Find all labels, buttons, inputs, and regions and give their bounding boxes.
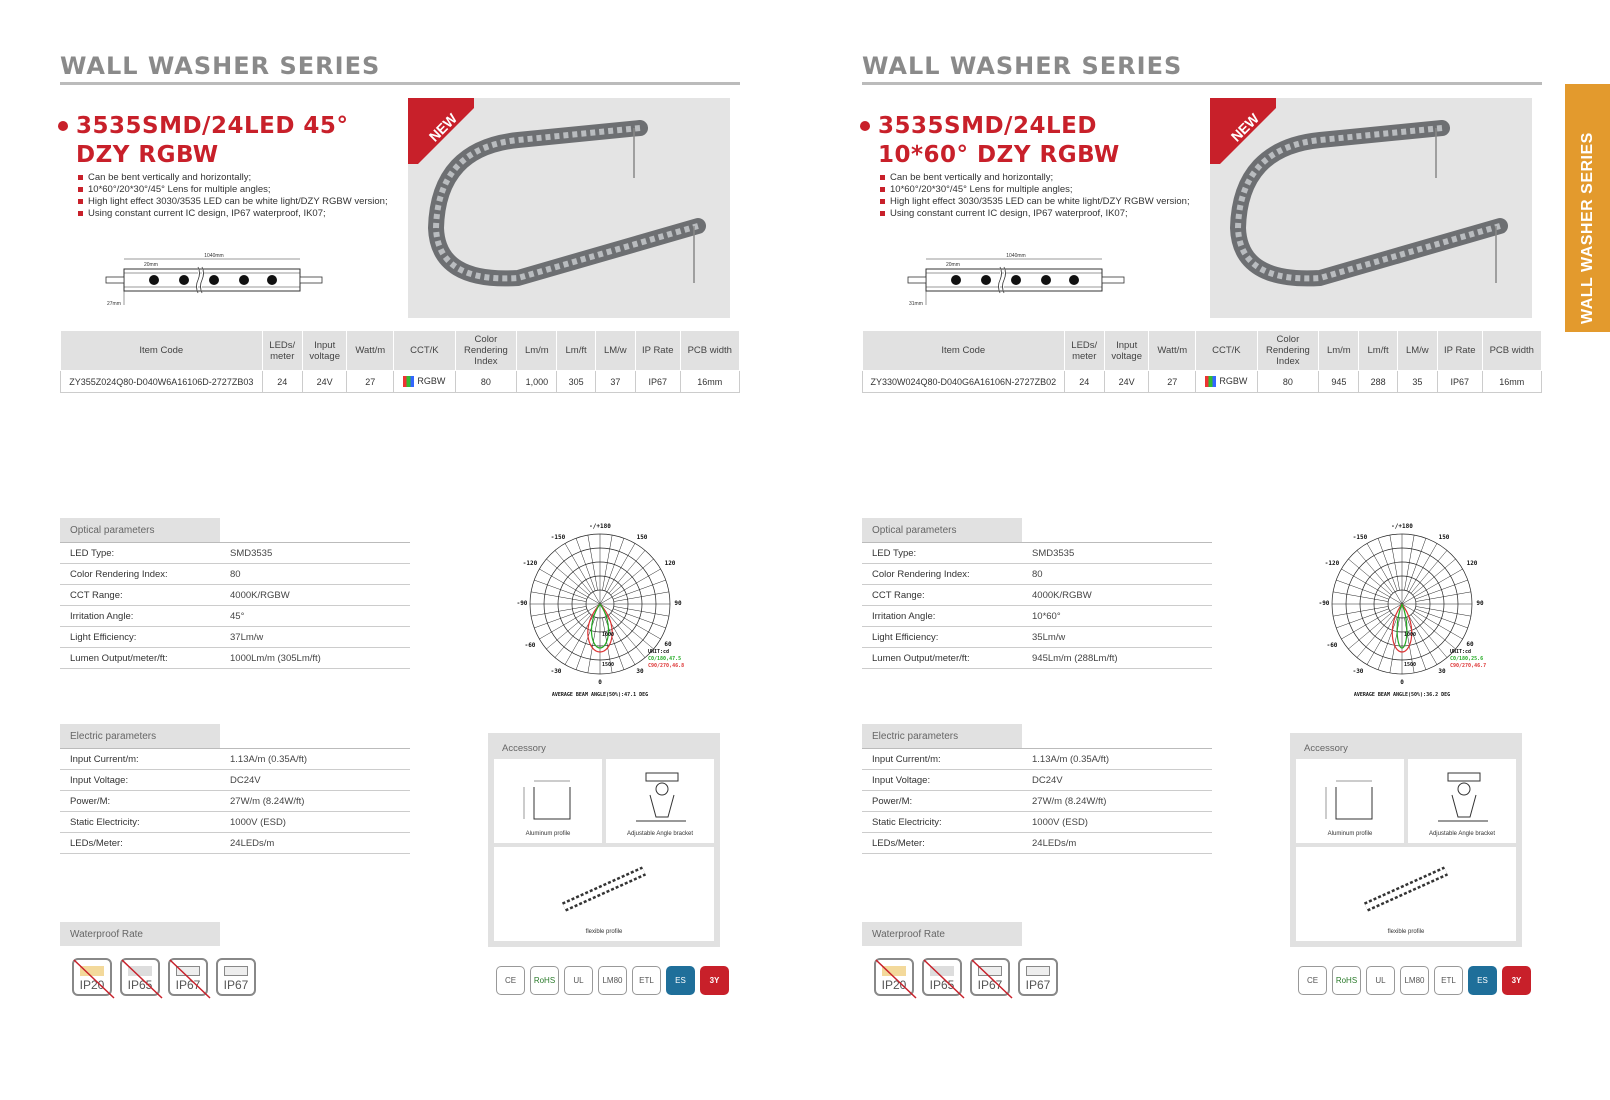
table-cell: IP67 (1437, 371, 1482, 393)
new-badge (1210, 98, 1276, 164)
col-header: CCT/K (1196, 331, 1258, 371)
bullet-dot-icon (58, 121, 68, 131)
param-row (60, 770, 410, 791)
col-header: Lm/m (1319, 331, 1359, 371)
param-key: Input Voltage: (70, 775, 129, 786)
product-title-line1: 3535SMD/24LED (878, 113, 1097, 139)
ip-rating-icons (72, 958, 256, 996)
dim-height-label: 27mm (107, 301, 121, 307)
bullet-dot-icon (860, 121, 870, 131)
feature-list (78, 172, 388, 220)
polar-spoke (1390, 535, 1400, 590)
table-cell: 80 (455, 371, 517, 393)
param-row (60, 564, 410, 585)
aluminum-profile-icon (494, 759, 602, 829)
electric-parameters (862, 724, 1212, 854)
dim-end-label: 20mm (946, 262, 960, 268)
polar-series-c90: C90/270,46.7 (1450, 663, 1487, 669)
col-header: Lm/ft (1359, 331, 1397, 371)
ul-icon: UL (1366, 966, 1395, 995)
param-row (862, 627, 1212, 648)
polar-label: 0 (1400, 679, 1404, 686)
feature-item: High light effect 3030/3535 LED can be white light/DZY RGBW version; (880, 196, 1190, 208)
title-divider (60, 82, 740, 85)
col-header: Lm/ft (557, 331, 595, 371)
certification-icons (496, 966, 729, 995)
polar-distribution-diagram (1302, 520, 1502, 700)
polar-label: 90 (1476, 600, 1484, 607)
param-value: 10*60° (1032, 611, 1061, 622)
waterproof-rate (862, 922, 1212, 946)
table-cell: 305 (557, 371, 595, 393)
polar-spoke (1404, 535, 1414, 590)
table-row (863, 371, 1542, 393)
series-title: WALL WASHER SERIES (60, 52, 381, 80)
param-row (60, 585, 410, 606)
electric-header: Electric parameters (60, 724, 220, 748)
aluminum-profile-label: Aluminum profile (1327, 831, 1373, 837)
product-title-line2: DZY RGBW (76, 142, 219, 168)
ip-label: IP20 (79, 978, 105, 992)
param-key: CCT Range: (872, 590, 925, 601)
param-row (862, 606, 1212, 627)
crossed-out-icon (120, 958, 164, 1000)
col-header: Input voltage (1104, 331, 1149, 371)
table-cell: 288 (1359, 371, 1397, 393)
electric-header: Electric parameters (862, 724, 1022, 748)
param-value: 1000Lm/m (305Lm/ft) (230, 653, 321, 664)
polar-label: 150 (636, 534, 648, 541)
col-header: LM/w (1397, 331, 1437, 371)
param-row (60, 833, 410, 854)
param-row (862, 585, 1212, 606)
polar-label: 150 (1438, 534, 1450, 541)
rohs-icon: RoHS (1332, 966, 1361, 995)
feature-item: High light effect 3030/3535 LED can be white light/DZY RGBW version; (78, 196, 388, 208)
col-header: LM/w (595, 331, 635, 371)
param-row (60, 791, 410, 812)
ip-label: IP67 (977, 978, 1003, 992)
product-title-line2: 10*60° DZY RGBW (878, 142, 1120, 168)
feature-item: Can be bent vertically and horizontally; (78, 172, 388, 184)
warranty-icon: 3Y (1502, 966, 1531, 995)
bracket-label: Adjustable Angle bracket (1428, 831, 1496, 837)
ip-rating-icons (874, 958, 1058, 996)
rgb-swatch-icon (1205, 376, 1216, 387)
polar-label: 30 (1438, 668, 1446, 675)
new-badge (408, 98, 474, 164)
polar-spoke (602, 535, 612, 590)
dim-length-label: 1040mm (1006, 253, 1026, 259)
param-row (862, 749, 1212, 770)
etl-icon: ETL (1434, 966, 1463, 995)
side-tab-label: WALL WASHER SERIES (1579, 132, 1596, 324)
table-cell: 24V (302, 371, 347, 393)
polar-spoke (534, 580, 587, 599)
accessory-title: Accessory (1304, 743, 1348, 754)
param-row (862, 648, 1212, 669)
param-row (862, 564, 1212, 585)
param-key: Light Efficiency: (70, 632, 137, 643)
dim-height-label: 31mm (909, 301, 923, 307)
feature-item: Using constant current IC design, IP67 waterproof, IK07; (78, 208, 388, 220)
polar-label: 30 (636, 668, 644, 675)
dimension-drawing (904, 245, 1134, 315)
param-row (60, 648, 410, 669)
polar-label: -90 (1318, 600, 1330, 607)
col-header: Lm/m (517, 331, 557, 371)
table-cell: 24V (1104, 371, 1149, 393)
param-value: 35Lm/w (1032, 632, 1066, 643)
polar-label: -150 (1352, 534, 1368, 541)
col-header: CCT/K (394, 331, 456, 371)
param-key: LEDs/Meter: (70, 838, 123, 849)
col-header: IP Rate (1437, 331, 1482, 371)
polar-spoke (1416, 592, 1471, 602)
ce-mark-icon: CE (1298, 966, 1327, 995)
crossed-out-icon (72, 958, 116, 1000)
param-row (60, 543, 410, 564)
waterproof-header: Waterproof Rate (862, 922, 1022, 946)
param-row (862, 543, 1212, 564)
param-value: 37Lm/w (230, 632, 264, 643)
polar-label: 1500 (1404, 662, 1417, 668)
new-badge-label: NEW (1227, 110, 1263, 145)
param-row (60, 812, 410, 833)
polar-label: 60 (664, 641, 672, 648)
product-title (76, 112, 348, 170)
ip67-icon (216, 958, 256, 996)
polar-label: 120 (1466, 560, 1478, 567)
ip-label: IP20 (881, 978, 907, 992)
param-key: Color Rendering Index: (872, 569, 970, 580)
ip-label: IP67 (1025, 978, 1051, 992)
table-cell: 37 (595, 371, 635, 393)
polar-spoke (531, 592, 586, 602)
param-value: 4000K/RGBW (1032, 590, 1092, 601)
table-cell: 16mm (1482, 371, 1541, 393)
angle-bracket (1408, 759, 1516, 843)
certification-icons (1298, 966, 1531, 995)
title-divider (862, 82, 1542, 85)
optical-header: Optical parameters (60, 518, 220, 542)
polar-spoke (613, 609, 666, 628)
param-row (862, 770, 1212, 791)
polar-label: 1500 (602, 662, 615, 668)
param-key: Lumen Output/meter/ft: (70, 653, 168, 664)
param-value: 945Lm/m (288Lm/ft) (1032, 653, 1118, 664)
polar-label: -/+180 (589, 523, 611, 530)
ip65-icon (120, 958, 160, 996)
param-value: SMD3535 (1032, 548, 1075, 559)
param-key: Power/M: (70, 796, 111, 807)
ip20-icon (874, 958, 914, 996)
table-cell: 35 (1397, 371, 1437, 393)
feature-item: Can be bent vertically and horizontally; (880, 172, 1190, 184)
param-key: Lumen Output/meter/ft: (872, 653, 970, 664)
param-key: Power/M: (872, 796, 913, 807)
item-code-cell: ZY355Z024Q80-D040W6A16106D-2727ZB03 (61, 371, 263, 393)
param-value: SMD3535 (230, 548, 273, 559)
polar-label: -60 (524, 642, 536, 649)
ul-icon: UL (564, 966, 593, 995)
param-value: 1.13A/m (0.35A/ft) (230, 754, 308, 765)
polar-label: 60 (1466, 641, 1474, 648)
col-header: PCB width (1482, 331, 1541, 371)
lm80-icon: LM80 (1400, 966, 1429, 995)
polar-spoke (534, 609, 587, 628)
param-value: 45° (230, 611, 245, 622)
cct-value: RGBW (1219, 375, 1248, 386)
col-header: LEDs/ meter (262, 331, 302, 371)
flexible-profile-icon (1296, 847, 1516, 927)
polar-label: 120 (664, 560, 676, 567)
polar-label: 90 (674, 600, 682, 607)
polar-spoke (1378, 538, 1397, 591)
optical-parameters (862, 518, 1212, 669)
polar-spoke (614, 592, 669, 602)
table-cell: 27 (1149, 371, 1196, 393)
col-header: Watt/m (347, 331, 394, 371)
param-key: CCT Range: (70, 590, 123, 601)
param-row (60, 606, 410, 627)
cct-value: RGBW (417, 375, 446, 386)
ip67-alt-icon (970, 958, 1010, 996)
accessory-panel (1290, 733, 1522, 947)
rgb-swatch-icon (403, 376, 414, 387)
col-header: Color Rendering Index (455, 331, 517, 371)
ce-mark-icon: CE (496, 966, 525, 995)
crossed-out-icon (970, 958, 1014, 1000)
item-code-cell: ZY330W024Q80-D040G6A16106N-2727ZB02 (863, 371, 1065, 393)
polar-label: -60 (1326, 642, 1338, 649)
table-cell: 24 (262, 371, 302, 393)
table-cell: 24 (1064, 371, 1104, 393)
param-key: LEDs/Meter: (872, 838, 925, 849)
polar-spoke (1336, 609, 1389, 628)
param-row (60, 749, 410, 770)
polar-label: 1000 (1404, 632, 1417, 638)
table-cell: 27 (347, 371, 394, 393)
param-row (862, 812, 1212, 833)
table-row (61, 371, 740, 393)
col-header: Item Code (61, 331, 263, 371)
polar-label: 1000 (602, 632, 615, 638)
param-value: 4000K/RGBW (230, 590, 290, 601)
waterproof-header: Waterproof Rate (60, 922, 220, 946)
feature-item: Using constant current IC design, IP67 waterproof, IK07; (880, 208, 1190, 220)
polar-spoke (1333, 592, 1388, 602)
col-header: Input voltage (302, 331, 347, 371)
beam-angle-label: AVERAGE BEAM ANGLE(50%):47.1 DEG (551, 692, 649, 698)
param-key: Static Electricity: (872, 817, 942, 828)
lm80-icon: LM80 (598, 966, 627, 995)
bracket-icon (606, 759, 714, 829)
feature-list (880, 172, 1190, 220)
bracket-label: Adjustable Angle bracket (626, 831, 694, 837)
warranty-icon: 3Y (700, 966, 729, 995)
optical-header: Optical parameters (862, 518, 1022, 542)
param-value: 1000V (ESD) (1032, 817, 1088, 828)
polar-unit-label: UNIT:cd (1450, 649, 1472, 655)
product-title-line1: 3535SMD/24LED 45° (76, 113, 349, 139)
polar-spoke (605, 538, 624, 591)
flexible-profile-label: flexible profile (585, 929, 623, 935)
flexible-profile (1296, 847, 1516, 941)
spec-table (60, 330, 740, 393)
optical-parameters (60, 518, 410, 669)
polar-spoke (576, 538, 595, 591)
cct-cell (394, 371, 456, 393)
catalog-page-left (60, 0, 760, 1100)
param-value: 80 (1032, 569, 1043, 580)
energy-star-icon: ES (1468, 966, 1497, 995)
new-badge-label: NEW (425, 110, 461, 145)
ip-label: IP65 (929, 978, 955, 992)
param-row (862, 833, 1212, 854)
polar-label: -90 (516, 600, 528, 607)
polar-label: -30 (550, 668, 562, 675)
polar-spoke (1415, 580, 1468, 599)
rohs-icon: RoHS (530, 966, 559, 995)
polar-spoke (576, 617, 595, 670)
polar-spoke (613, 580, 666, 599)
table-cell: 80 (1257, 371, 1319, 393)
param-key: Input Current/m: (70, 754, 139, 765)
col-header: LEDs/ meter (1064, 331, 1104, 371)
energy-star-icon: ES (666, 966, 695, 995)
cct-cell (1196, 371, 1258, 393)
param-value: 1000V (ESD) (230, 817, 286, 828)
product-title (878, 112, 1120, 170)
param-value: 1.13A/m (0.35A/ft) (1032, 754, 1110, 765)
crossed-out-icon (922, 958, 966, 1000)
angle-bracket (606, 759, 714, 843)
aluminum-profile-icon (1296, 759, 1404, 829)
param-key: Irritation Angle: (70, 611, 134, 622)
param-key: Irritation Angle: (872, 611, 936, 622)
product-photo (1210, 98, 1532, 318)
polar-spoke (1333, 606, 1388, 616)
polar-spoke (1416, 606, 1471, 616)
polar-spoke (588, 535, 598, 590)
param-key: Input Voltage: (872, 775, 931, 786)
ip-label: IP67 (223, 978, 249, 992)
ip67-icon (1018, 958, 1058, 996)
electric-parameters (60, 724, 410, 854)
param-row (862, 791, 1212, 812)
ip-label: IP65 (127, 978, 153, 992)
param-key: LED Type: (872, 548, 917, 559)
table-cell: 1,000 (517, 371, 557, 393)
polar-spoke (1336, 580, 1389, 599)
dim-end-label: 20mm (144, 262, 158, 268)
polar-distribution-diagram (500, 520, 700, 700)
polar-label: -/+180 (1391, 523, 1413, 530)
param-value: DC24V (230, 775, 261, 786)
polar-unit-label: UNIT:cd (648, 649, 670, 655)
table-cell: IP67 (635, 371, 680, 393)
param-value: 27W/m (8.24W/ft) (230, 796, 305, 807)
polar-series-c90: C90/270,46.8 (648, 663, 685, 669)
spec-table (862, 330, 1542, 393)
polar-spoke (1407, 538, 1426, 591)
accessory-panel (488, 733, 720, 947)
product-photo (408, 98, 730, 318)
crossed-out-icon (168, 958, 212, 1000)
aluminum-profile (1296, 759, 1404, 843)
param-value: 80 (230, 569, 241, 580)
table-cell: 16mm (680, 371, 739, 393)
flexible-profile (494, 847, 714, 941)
bracket-icon (1408, 759, 1516, 829)
param-value: 24LEDs/m (1032, 838, 1077, 849)
polar-spoke (1415, 609, 1468, 628)
ip20-icon (72, 958, 112, 996)
param-key: Light Efficiency: (872, 632, 939, 643)
param-value: 27W/m (8.24W/ft) (1032, 796, 1107, 807)
polar-label: -150 (550, 534, 566, 541)
aluminum-profile (494, 759, 602, 843)
param-key: Static Electricity: (70, 817, 140, 828)
polar-series-c0: C0/180,25.6 (1450, 656, 1484, 662)
param-value: DC24V (1032, 775, 1063, 786)
polar-label: 0 (598, 679, 602, 686)
polar-label: -30 (1352, 668, 1364, 675)
aluminum-profile-label: Aluminum profile (525, 831, 571, 837)
polar-label: -120 (522, 560, 538, 567)
param-value: 24LEDs/m (230, 838, 275, 849)
waterproof-rate (60, 922, 410, 946)
catalog-page-right (862, 0, 1562, 1100)
flexible-profile-icon (494, 847, 714, 927)
col-header: IP Rate (635, 331, 680, 371)
ip67-alt-icon (168, 958, 208, 996)
polar-spoke (531, 606, 586, 616)
ip65-icon (922, 958, 962, 996)
accessory-title: Accessory (502, 743, 546, 754)
polar-spoke (614, 606, 669, 616)
col-header: PCB width (680, 331, 739, 371)
param-row (60, 627, 410, 648)
etl-icon: ETL (632, 966, 661, 995)
polar-label: -120 (1324, 560, 1340, 567)
series-title: WALL WASHER SERIES (862, 52, 1183, 80)
side-tab (1565, 84, 1610, 332)
col-header: Color Rendering Index (1257, 331, 1319, 371)
dimension-drawing (102, 245, 332, 315)
flexible-profile-label: flexible profile (1387, 929, 1425, 935)
dim-length-label: 1040mm (204, 253, 224, 259)
ip-label: IP67 (175, 978, 201, 992)
col-header: Watt/m (1149, 331, 1196, 371)
polar-series-c0: C0/180,47.5 (648, 656, 682, 662)
crossed-out-icon (874, 958, 918, 1000)
param-key: Input Current/m: (872, 754, 941, 765)
table-cell: 945 (1319, 371, 1359, 393)
feature-item: 10*60°/20*30°/45° Lens for multiple angles; (78, 184, 388, 196)
feature-item: 10*60°/20*30°/45° Lens for multiple angles; (880, 184, 1190, 196)
param-key: Color Rendering Index: (70, 569, 168, 580)
param-key: LED Type: (70, 548, 115, 559)
beam-angle-label: AVERAGE BEAM ANGLE(50%):36.2 DEG (1353, 692, 1451, 698)
col-header: Item Code (863, 331, 1065, 371)
